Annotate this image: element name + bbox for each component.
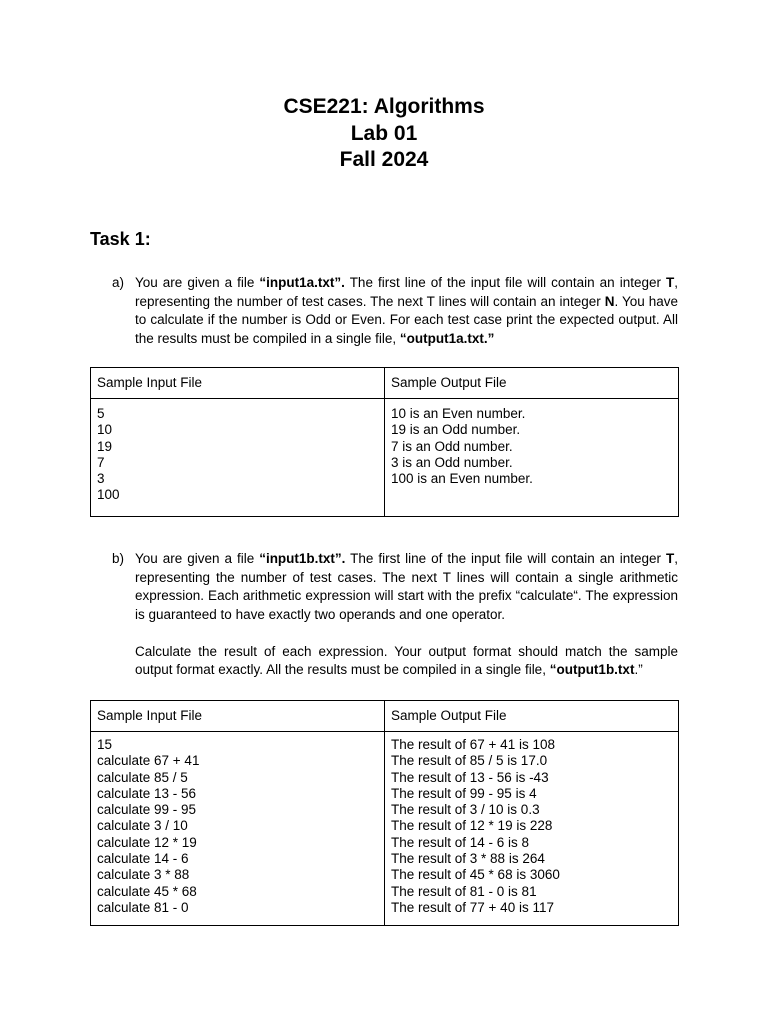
- document-title: [0, 94, 768, 174]
- input-line: 19: [97, 438, 113, 454]
- input-line: 10: [97, 422, 113, 438]
- output-line: The result of 14 - 6 is 8: [391, 834, 530, 850]
- task-1-heading: Task 1:: [90, 229, 151, 249]
- sample-input-cell: [91, 732, 385, 926]
- input-line: 5: [97, 406, 105, 421]
- sample-output-cell: [385, 732, 679, 926]
- sample-table-1a: [90, 367, 679, 517]
- task-1a-text: [135, 274, 678, 348]
- item-label-a: a): [112, 275, 125, 290]
- output-line: The result of 85 / 5 is 17.0: [391, 753, 548, 769]
- input-line: calculate 3 * 88: [97, 867, 190, 883]
- output-line: The result of 99 - 95 is 4: [391, 785, 537, 801]
- input-line: calculate 81 - 0: [97, 899, 189, 915]
- task-1a-description: [90, 274, 678, 348]
- input-line: calculate 67 + 41: [97, 753, 200, 769]
- text-segment: .”: [634, 662, 643, 677]
- output-line: The result of 45 * 68 is 3060: [391, 867, 560, 883]
- input-line: calculate 12 * 19: [97, 834, 197, 850]
- output-line: 100 is an Even number.: [391, 471, 533, 487]
- sample-input-cell: [91, 399, 385, 517]
- output-line: The result of 77 + 40 is 117: [391, 899, 554, 915]
- course-title: CSE221: Algorithms: [283, 95, 485, 118]
- text-segment: The first line of the input file will contain an integer: [344, 275, 666, 290]
- output-filename: “output1b.txt: [549, 662, 635, 677]
- output-line: The result of 3 * 88 is 264: [391, 851, 545, 867]
- input-line: calculate 13 - 56: [97, 785, 197, 801]
- input-line: calculate 14 - 6: [97, 851, 189, 867]
- variable-n: N: [604, 293, 615, 309]
- input-line: calculate 99 - 95: [97, 802, 197, 818]
- sample-output-header: Sample Output File: [385, 701, 679, 732]
- output-line: 7 is an Odd number.: [391, 438, 513, 454]
- text-segment: You are given a file: [135, 275, 260, 290]
- text-segment: Calculate the result of each expression. Your output format should match the sample output format exactly. All the results must be compiled in a single file,: [135, 643, 678, 677]
- input-line: calculate 45 * 68: [97, 883, 197, 899]
- sample-input-header: Sample Input File: [91, 701, 385, 732]
- output-line: The result of 81 - 0 is 81: [391, 883, 537, 899]
- sample-table-1b: [90, 700, 679, 926]
- output-line: The result of 12 * 19 is 228: [391, 818, 553, 834]
- input-line: 3: [97, 471, 105, 487]
- sample-output-cell: [385, 399, 679, 517]
- output-filename: “output1a.txt.”: [399, 330, 495, 346]
- text-segment: , representing the number of test cases. The next T lines will contain a single arithmetic expression. Each arithmetic expression will start with the prefix “calculate“. The expression is guaranteed to have exactly two operands and one operator.: [135, 551, 678, 622]
- output-line: The result of 13 - 56 is -43: [391, 769, 549, 785]
- input-filename: “input1b.txt”.: [259, 551, 346, 566]
- sample-output-header: Sample Output File: [385, 368, 679, 399]
- text-segment: You are given a file: [135, 551, 260, 566]
- output-line: The result of 67 + 41 is 108: [391, 737, 555, 752]
- semester: Fall 2024: [339, 148, 429, 171]
- input-line: 7: [97, 454, 105, 470]
- item-label-b: b): [112, 551, 125, 566]
- text-segment: , representing the number of test cases. The next T lines will contain an integer: [135, 275, 678, 309]
- task-1b-text: [135, 550, 678, 680]
- output-line: 10 is an Even number.: [391, 406, 526, 421]
- input-line: 100: [97, 487, 120, 503]
- input-line: calculate 85 / 5: [97, 769, 188, 785]
- variable-t: T: [665, 275, 675, 290]
- sample-input-header: Sample Input File: [91, 368, 385, 399]
- text-segment: . You have to calculate if the number is Odd or Even. For each test case print the expected output. All the results must be compiled in a single file,: [135, 293, 678, 346]
- variable-t: T: [665, 551, 675, 566]
- input-filename: “input1a.txt”.: [259, 275, 345, 290]
- input-line: calculate 3 / 10: [97, 818, 188, 834]
- task-1b-description: [90, 550, 678, 680]
- lab-number: Lab 01: [350, 121, 418, 145]
- output-line: 3 is an Odd number.: [391, 454, 513, 470]
- text-segment: The first line of the input file will contain an integer: [345, 551, 666, 566]
- output-line: The result of 3 / 10 is 0.3: [391, 802, 540, 818]
- input-line: 15: [97, 737, 113, 752]
- output-line: 19 is an Odd number.: [391, 422, 521, 438]
